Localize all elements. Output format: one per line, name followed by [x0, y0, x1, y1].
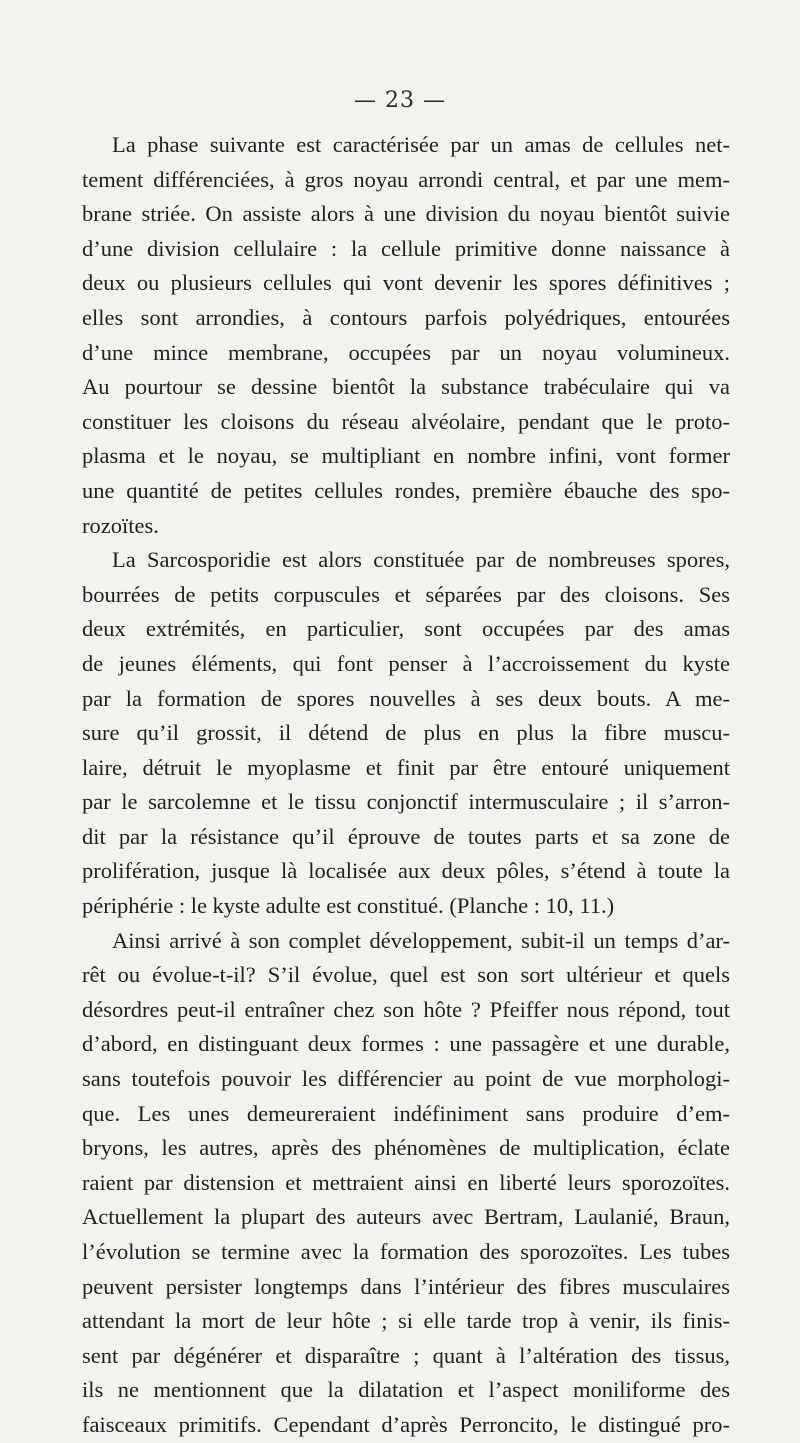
- text-line: elles sont arrondies, à contours parfois polyédriques, entourées: [82, 304, 730, 330]
- text-line: laire, détruit le myoplasme et finit par être entouré uniquement: [82, 754, 730, 780]
- text-line: sans toutefois pouvoir les différencier au point de vue morphologi-: [82, 1066, 730, 1092]
- text-line: deux extrémités, en particulier, sont occupées par des amas: [82, 616, 730, 642]
- text-line: Ainsi arrivé à son complet développement, subit-il un temps d’ar-: [112, 927, 730, 953]
- text-line: La phase suivante est caractérisée par un amas de cellules net-: [112, 132, 730, 157]
- text-line: une quantité de petites cellules rondes, première ébauche des spo-: [82, 477, 730, 503]
- text-line: plasma et le noyau, se multipliant en nombre infini, vont former: [82, 443, 730, 469]
- text-line: faisceaux primitifs. Cependant d’après Perroncito, le distingué pro-: [82, 1411, 730, 1437]
- text-line: tement différenciées, à gros noyau arrondi central, et par une mem-: [82, 166, 730, 192]
- text-line: dit par la résistance qu’il éprouve de toutes parts et sa zone de: [82, 823, 730, 849]
- text-line: sent par dégénérer et disparaître ; quant à l’altération des tissus,: [82, 1342, 730, 1368]
- text-line: peuvent persister longtemps dans l’intérieur des fibres musculaires: [82, 1273, 730, 1299]
- text-line: désordres peut-il entraîner chez son hôte ? Pfeiffer nous répond, tout: [82, 996, 730, 1022]
- text-line: Au pourtour se dessine bientôt la substance trabéculaire qui va: [82, 374, 730, 400]
- text-line: brane striée. On assiste alors à une division du noyau bientôt suivie: [82, 201, 730, 227]
- text-line: bryons, les autres, après des phénomènes de multiplication, éclate: [82, 1135, 730, 1161]
- text-line: La Sarcosporidie est alors constituée par de nombreuses spores,: [112, 547, 730, 573]
- page-number: — 23 —: [354, 88, 446, 113]
- text-line: rêt ou évolue-t-il? S’il évolue, quel est son sort ultérieur et quels: [82, 962, 730, 988]
- text-line: d’une mince membrane, occupées par un noyau volumineux.: [82, 339, 730, 365]
- text-line: par la formation de spores nouvelles à ses deux bouts. A me-: [82, 685, 730, 711]
- body-text: [82, 128, 730, 1443]
- text-line: l’évolution se termine avec la formation des sporozoïtes. Les tubes: [82, 1239, 730, 1264]
- text-line: par le sarcolemne et le tissu conjonctif intermusculaire ; il s’arron-: [82, 789, 730, 815]
- text-line: bourrées de petits corpuscules et séparées par des cloisons. Ses: [82, 581, 730, 607]
- text-line: périphérie : le kyste adulte est constitué. (Planche : 10, 11.): [82, 893, 615, 919]
- text-line: raient par distension et mettraient ainsi en liberté leurs sporozoïtes.: [82, 1169, 730, 1195]
- text-line: d’abord, en distinguant deux formes : une passagère et une durable,: [82, 1031, 730, 1057]
- text-line: ils ne mentionnent que la dilatation et l’aspect moniliforme des: [82, 1377, 730, 1403]
- text-line: sure qu’il grossit, il détend de plus en plus la fibre muscu-: [82, 720, 730, 746]
- text-line: deux ou plusieurs cellules qui vont devenir les spores définitives ;: [82, 270, 730, 296]
- text-line: d’une division cellulaire : la cellule primitive donne naissance à: [82, 235, 730, 261]
- text-line: que. Les unes demeureraient indéfiniment sans produire d’em-: [82, 1100, 730, 1126]
- text-line: Actuellement la plupart des auteurs avec Bertram, Laulanié, Braun,: [82, 1204, 730, 1230]
- text-line: attendant la mort de leur hôte ; si elle tarde trop à venir, ils finis-: [82, 1308, 730, 1334]
- text-line: prolifération, jusque là localisée aux deux pôles, s’étend à toute la: [82, 858, 730, 884]
- text-line: constituer les cloisons du réseau alvéolaire, pendant que le proto-: [82, 408, 730, 434]
- text-line: rozoïtes.: [82, 512, 159, 538]
- text-line: de jeunes éléments, qui font penser à l’accroissement du kyste: [82, 650, 730, 676]
